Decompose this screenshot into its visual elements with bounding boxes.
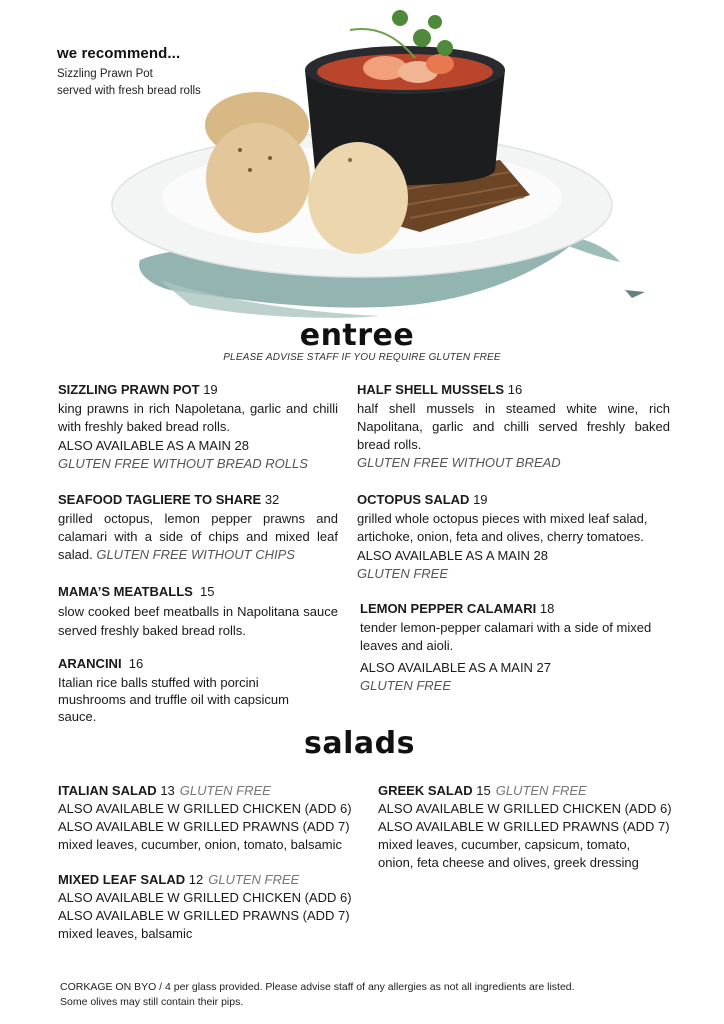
item-price: 16 [507, 382, 523, 397]
item-price: 19 [203, 382, 218, 397]
item-name: ARANCINI [58, 656, 122, 671]
chicken-option: ALSO AVAILABLE W GRILLED CHICKEN (ADD 6) [58, 890, 352, 905]
main-option: ALSO AVAILABLE AS A MAIN 28 [357, 548, 549, 563]
item-description: grilled octopus, lemon pepper prawns and calamari with a side of chips and mixed leaf salad. GLUTEN FREE WITHOUT CHIPS [58, 511, 338, 562]
gluten-free-note: GLUTEN FREE WITHOUT CHIPS [96, 547, 295, 562]
menu-item-arancini [58, 655, 313, 725]
recommend-dish: Sizzling Prawn Pot [57, 68, 153, 80]
gluten-free-note: GLUTEN FREE [495, 783, 587, 798]
recommend-title: we recommend... [57, 45, 181, 62]
menu-item-lemon-pepper-calamari [360, 600, 673, 695]
item-name: MIXED LEAF SALAD [58, 872, 186, 887]
item-price: 18 [539, 601, 555, 616]
food-photo [100, 0, 660, 320]
item-name: SIZZLING PRAWN POT [58, 382, 200, 397]
item-description: mixed leaves, balsamic [58, 926, 193, 941]
menu-item-seafood-tagliere [58, 491, 338, 564]
chicken-option: ALSO AVAILABLE W GRILLED CHICKEN (ADD 6) [58, 801, 352, 816]
item-price: 16 [128, 656, 144, 671]
gluten-free-notice: PLEASE ADVISE STAFF IF YOU REQUIRE GLUTEN FREE [223, 352, 501, 363]
item-description: grilled whole octopus pieces with mixed leaf salad, artichoke, onion, feta and olives, cherry tomatoes. [357, 511, 648, 544]
item-price: 15 [200, 584, 215, 599]
prawn-option: ALSO AVAILABLE W GRILLED PRAWNS (ADD 7) [58, 819, 350, 834]
prawn-option: ALSO AVAILABLE W GRILLED PRAWNS (ADD 7) [378, 819, 670, 834]
gluten-free-note: GLUTEN FREE WITHOUT BREAD [357, 455, 561, 470]
item-name: ITALIAN SALAD [58, 783, 157, 798]
menu-item-mamas-meatballs [58, 583, 338, 640]
item-name: OCTOPUS SALAD [357, 492, 470, 507]
item-description: slow cooked beef meatballs in Napolitana sauce served freshly baked bread rolls. [58, 604, 338, 638]
menu-item-greek-salad [378, 782, 678, 872]
gluten-free-note: GLUTEN FREE [179, 783, 271, 798]
entree-heading: entree [299, 318, 415, 353]
gluten-free-note: GLUTEN FREE [208, 872, 300, 887]
gluten-free-note: GLUTEN FREE [357, 566, 449, 581]
item-description: mixed leaves, cucumber, onion, tomato, balsamic [58, 837, 342, 852]
menu-item-half-shell-mussels [357, 381, 670, 472]
prawn-option: ALSO AVAILABLE W GRILLED PRAWNS (ADD 7) [58, 908, 350, 923]
item-name: LEMON PEPPER CALAMARI [360, 601, 537, 616]
gluten-free-note: GLUTEN FREE WITHOUT BREAD ROLLS [58, 456, 308, 471]
recommend-serving: served with fresh bread rolls [57, 85, 201, 97]
item-description: tender lemon-pepper calamari with a side of mixed leaves and aioli. [360, 620, 652, 653]
main-option: ALSO AVAILABLE AS A MAIN 27 [360, 660, 552, 675]
item-price: 32 [264, 492, 280, 507]
menu-item-octopus-salad [357, 491, 670, 583]
item-description: Italian rice balls stuffed with porcini mushrooms and truffle oil with capsicum sauce. [58, 675, 289, 724]
item-price: 15 [476, 783, 491, 798]
corkage-allergy-note: CORKAGE ON BYO / 4 per glass provided. Please advise staff of any allergies as not all ingredients are listed. [60, 981, 575, 993]
item-price: 19 [473, 492, 488, 507]
main-option: ALSO AVAILABLE AS A MAIN 28 [58, 438, 250, 453]
item-name: SEAFOOD TAGLIERE TO SHARE [58, 492, 262, 507]
item-description: king prawns in rich Napoletana, garlic and chilli with freshly baked bread rolls. [58, 401, 338, 434]
item-description: half shell mussels in steamed white wine, rich Napolitana, garlic and chilli served freshly baked bread rolls. [357, 401, 670, 452]
menu-item-italian-salad [58, 782, 368, 854]
gluten-free-note: GLUTEN FREE [360, 678, 452, 693]
item-name: GREEK SALAD [378, 783, 473, 798]
salads-heading: salads [304, 726, 415, 761]
menu-item-sizzling-prawn-pot [58, 381, 338, 473]
item-price: 13 [160, 783, 175, 798]
menu-item-mixed-leaf-salad [58, 871, 368, 943]
item-name: HALF SHELL MUSSELS [357, 382, 505, 397]
chicken-option: ALSO AVAILABLE W GRILLED CHICKEN (ADD 6) [378, 801, 672, 816]
item-price: 12 [188, 872, 204, 887]
olive-pips-note: Some olives may still contain their pips. [60, 996, 244, 1008]
footer-notice [60, 980, 660, 1010]
item-description: mixed leaves, cucumber, capsicum, tomato, onion, feta cheese and olives, greek dressing [378, 837, 639, 870]
item-name: MAMA’S MEATBALLS [58, 584, 193, 599]
